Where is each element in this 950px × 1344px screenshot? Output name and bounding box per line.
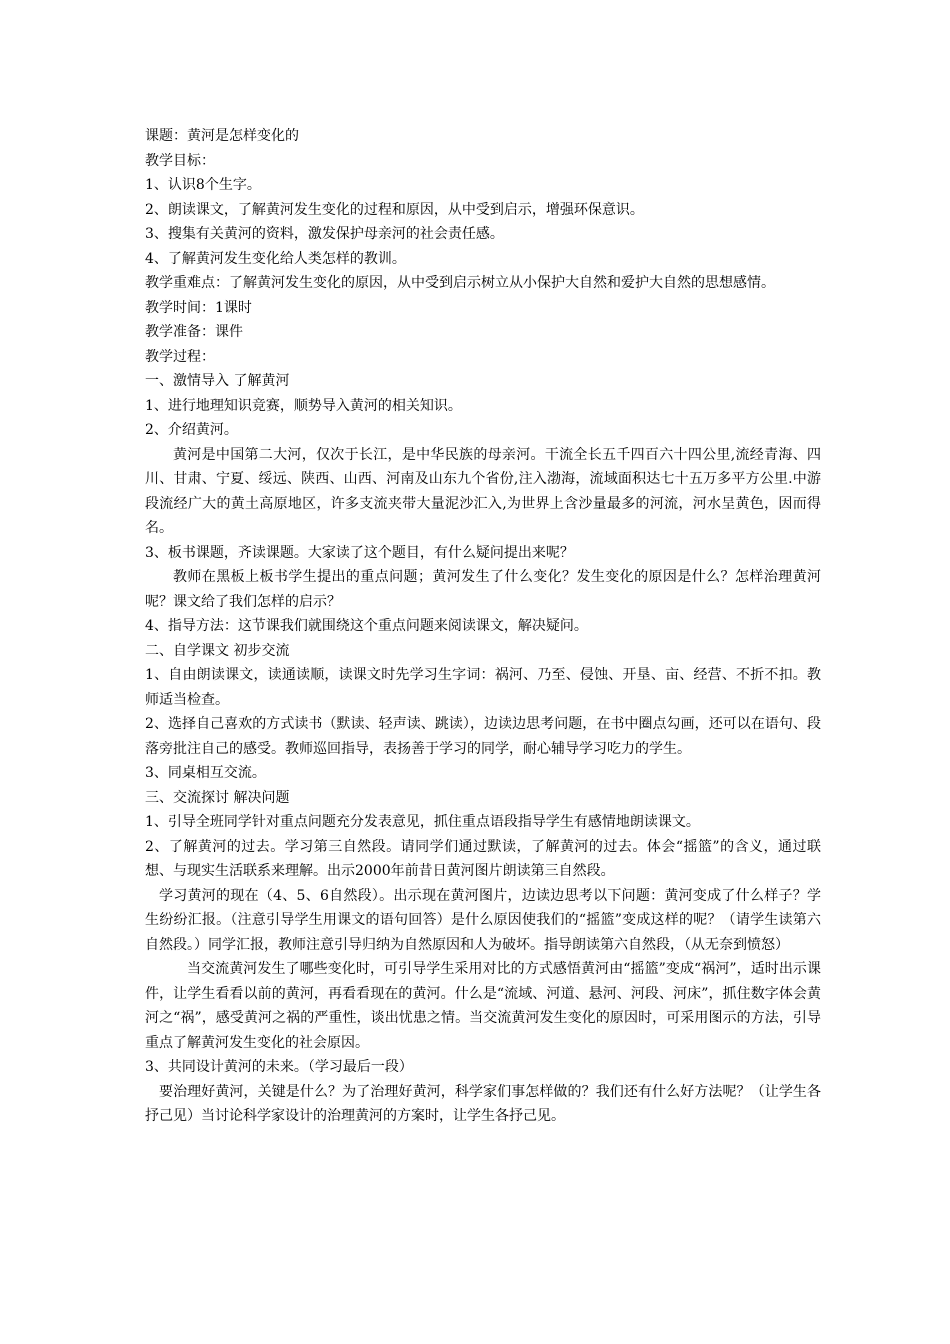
lesson-plan-document bbox=[145, 124, 821, 1129]
comparison-paragraph: 当交流黄河发生了哪些变化时，可引导学生采用对比的方式感悟黄河由“摇篮”变成“祸河”，适时出示课件，让学生看看以前的黄河，再看看现在的黄河。什么是“流域、河道、悬河、河段、河床”，抓住数字体会黄河之“祸”，感受黄河之祸的严重性，谈出忧患之情。当交流黄河发生变化的原因时，可采用图示的方法，引导重点了解黄河发生变化的社会原因。 bbox=[145, 961, 821, 1051]
objective-item: 3、搜集有关黄河的资料，激发保护母亲河的社会责任感。 bbox=[145, 226, 504, 242]
step-item: 2、了解黄河的过去。学习第三自然段。请同学们通过默读，了解黄河的过去。体会“摇篮”的含义，通过联想、与现实生活联系来理解。出示2000年前昔日黄河图片朗读第三自然段。 bbox=[145, 838, 821, 879]
step-item: 2、介绍黄河。 bbox=[145, 422, 238, 438]
future-paragraph: 要治理好黄河，关键是什么？为了治理好黄河，科学家们事怎样做的？我们还有什么好方法呢？（让学生各抒己见）当讨论科学家设计的治理黄河的方案时，让学生各抒己见。 bbox=[145, 1083, 821, 1124]
yellow-river-intro: 黄河是中国第二大河，仅次于长江，是中华民族的母亲河。干流全长五千四百六十四公里,流经青海、四川、甘肃、宁夏、绥远、陕西、山西、河南及山东九个省份,注入渤海，流域面积达七十五万多平方公里.中游段流经广大的黄土高原地区，许多支流夹带大量泥沙汇入,为世界上含沙量最多的河流，河水呈黄色，因而得名。 bbox=[145, 446, 821, 536]
step-item: 1、进行地理知识竞赛，顺势导入黄河的相关知识。 bbox=[145, 397, 462, 414]
teaching-time: 教学时间：1课时 bbox=[145, 299, 252, 316]
objective-item: 1、认识8个生字。 bbox=[145, 177, 261, 193]
step-item: 1、引导全班同学针对重点问题充分发表意见，抓住重点语段指导学生有感情地朗读课文。 bbox=[145, 814, 700, 830]
section-heading: 一、激情导入 了解黄河 bbox=[145, 373, 290, 389]
section-heading: 二、自学课文 初步交流 bbox=[145, 642, 290, 659]
key-points: 教学重难点：了解黄河发生变化的原因，从中受到启示树立从小保护大自然和爱护大自然的思想感情。 bbox=[145, 275, 775, 291]
step-item: 4、指导方法：这节课我们就围绕这个重点问题来阅读课文，解决疑问。 bbox=[145, 618, 588, 634]
step-item: 2、选择自己喜欢的方式读书（默读、轻声读、跳读），边读边思考问题，在书中圈点勾画，还可以在语句、段落旁批注自己的感受。教师巡回指导，表扬善于学习的同学，耐心辅导学习吃力的学生。 bbox=[145, 716, 821, 757]
teacher-questions: 教师在黑板上板书学生提出的重点问题；黄河发生了什么变化？发生变化的原因是什么？怎样治理黄河呢？课文给了我们怎样的启示？ bbox=[145, 569, 821, 610]
step-item: 1、自由朗读课文，读通读顺，读课文时先学习生字词：祸河、乃至、侵蚀、开垦、亩、经营、不折不扣。教师适当检查。 bbox=[145, 667, 821, 708]
lesson-title: 课题：黄河是怎样变化的 bbox=[145, 128, 299, 144]
step-item: 3、共同设计黄河的未来。（学习最后一段） bbox=[145, 1059, 413, 1075]
objectives-heading: 教学目标： bbox=[145, 152, 215, 169]
process-heading: 教学过程： bbox=[145, 348, 215, 365]
present-river-paragraph: 学习黄河的现在（4、5、6自然段）。出示现在黄河图片，边读边思考以下问题：黄河变成了什么样子？学生纷纷汇报。（注意引导学生用课文的语句回答）是什么原因使我们的“摇篮”变成这样的呢？（请学生读第六自然段。）同学汇报，教师注意引导归纳为自然原因和人为破坏。指导朗读第六自然段，（从无奈到愤怒） bbox=[145, 887, 821, 953]
section-heading: 三、交流探讨 解决问题 bbox=[145, 789, 290, 806]
step-item: 3、板书课题，齐读课题。大家读了这个题目，有什么疑问提出来呢？ bbox=[145, 544, 574, 561]
step-item: 3、同桌相互交流。 bbox=[145, 765, 266, 781]
teaching-prep: 教学准备：课件 bbox=[145, 324, 243, 340]
objective-item: 2、朗读课文，了解黄河发生变化的过程和原因，从中受到启示，增强环保意识。 bbox=[145, 201, 644, 218]
objective-item: 4、了解黄河发生变化给人类怎样的教训。 bbox=[145, 250, 406, 267]
